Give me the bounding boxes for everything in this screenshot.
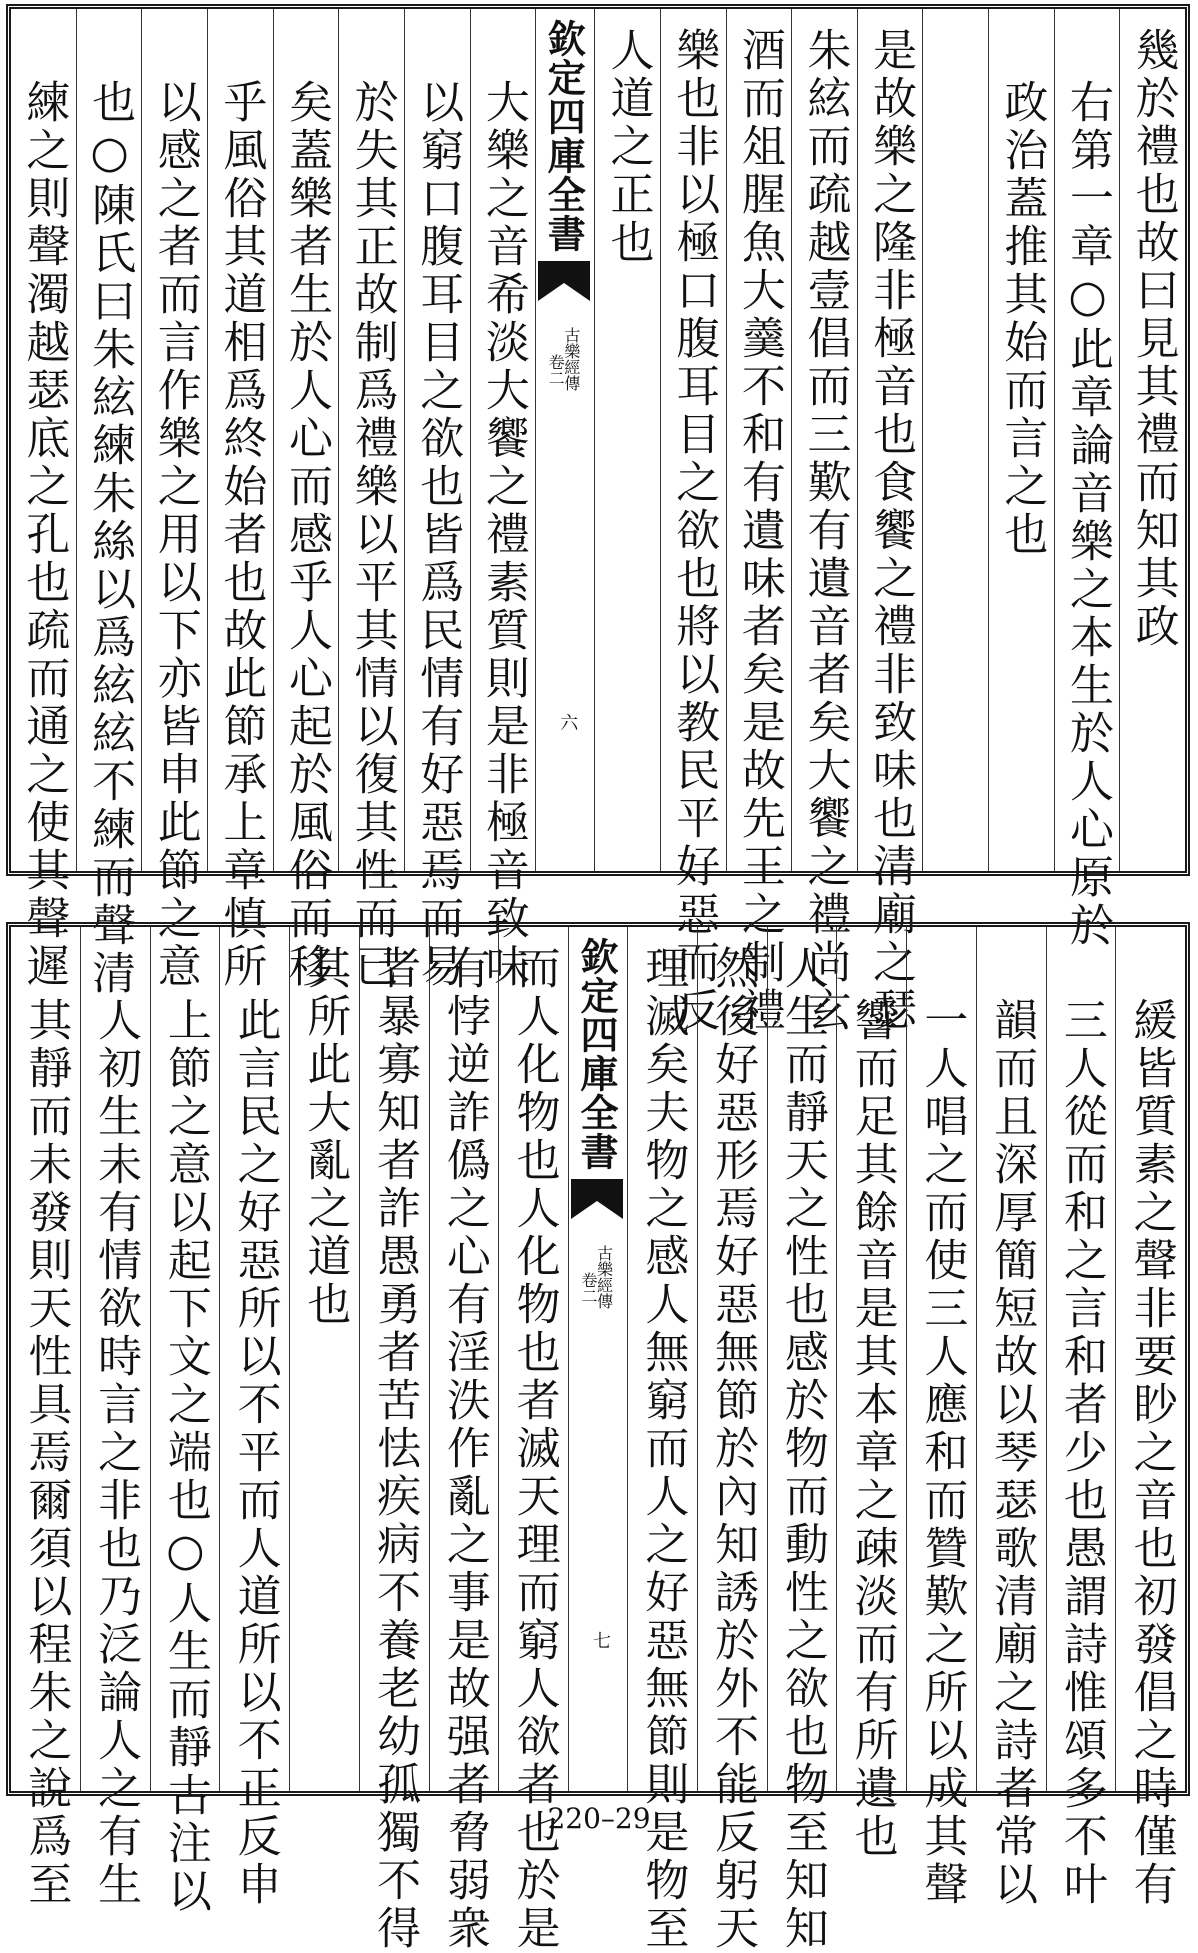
text-column (11, 927, 80, 1909)
column-text: 有悖逆詐僞之心有淫泆作亂之事是故强者脅弱衆 (438, 945, 490, 1953)
center-strip (568, 927, 627, 1791)
column-text: 朱絃而疏越壹倡而三歎有遺音者矣大饗之禮尚玄 (799, 27, 851, 1035)
column-text: 然後好惡形焉好惡無節於內知誘於外不能反躬天 (707, 945, 759, 1953)
column-text: 右第一章○此章論音樂之本生於人心原於 (1062, 79, 1114, 950)
volume-label: 卷二 (546, 354, 566, 386)
column-text: 大樂之音希淡大饗之禮素質則是非極音致味 (477, 79, 529, 991)
text-column (627, 927, 697, 1953)
column-text: 政治蓋推其始而言之也 (996, 79, 1048, 559)
text-column (726, 9, 792, 1035)
page-top (6, 4, 1190, 1035)
text-column (767, 927, 837, 1953)
column-text: 是故樂之隆非極音也食饗之禮非致味也清廟之瑟 (865, 27, 917, 1035)
text-column (141, 9, 207, 991)
column-text: 也○陳氏曰朱絃練朱絲以爲絃絃不練而聲清 (84, 79, 136, 998)
text-column (150, 927, 220, 1916)
center-strip (535, 9, 594, 871)
text-column (219, 927, 289, 1909)
text-column (273, 9, 339, 991)
text-column (1119, 9, 1185, 871)
volume-page-number: 220–29 (547, 1802, 651, 1835)
column-text: 其所此大亂之道也 (299, 945, 351, 1329)
column-text: 練之則聲濁越瑟底之孔也疏而通之使其聲遲 (18, 79, 70, 991)
text-column (338, 9, 404, 991)
text-column (359, 927, 429, 1953)
column-text: 三人從而和之言和者少也愚謂詩惟頌多不叶 (1055, 997, 1107, 1909)
text-column (857, 9, 923, 1035)
text-column (791, 9, 857, 1035)
column-text: 者暴寡知者詐愚勇者苦怯疾病不養老幼孤獨不得 (369, 945, 421, 1953)
text-column (429, 927, 499, 1953)
text-column (498, 927, 568, 1953)
column-text: 樂也非以極口腹耳目之欲也將以教民平好惡而反 (668, 27, 720, 1035)
column-text: 緩皆質素之聲非要眇之音也初發倡之時僅有 (1125, 997, 1177, 1909)
column-text: 幾於禮也故曰見其禮而知其政 (1127, 27, 1179, 651)
text-column (922, 9, 988, 871)
text-column (11, 9, 76, 991)
text-column (1046, 927, 1116, 1909)
text-column (404, 9, 470, 991)
column-text: 酒而俎腥魚大羹不和有遺味者矣是故先王之制禮 (733, 27, 785, 1035)
column-text: 乎風俗其道相爲終始者也故此節承上章慎所 (215, 79, 267, 991)
column-text: 上節之意以起下文之端也○人生而靜古注以 (159, 997, 211, 1916)
text-column (80, 927, 150, 1909)
column-text: 以窮口腹耳目之欲也皆爲民情有好惡焉而易 (412, 79, 464, 991)
column-text: 理滅矣夫物之感人無窮而人之好惡無節則是物至 (637, 945, 689, 1953)
text-column (1054, 9, 1120, 950)
text-column (470, 9, 536, 991)
text-column (594, 9, 660, 871)
text-column (1115, 927, 1185, 1909)
text-column (289, 927, 359, 1791)
columns-top (11, 9, 1185, 1035)
text-column (697, 927, 767, 1953)
column-text: 人道之正也 (602, 27, 654, 267)
column-text: 人初生未有情欲時言之非也乃泛論人之有生 (90, 997, 142, 1909)
column-text: 韻而且深厚簡短故以琴瑟歌清廟之詩者常以 (986, 997, 1038, 1909)
column-text: 於失其正故制爲禮樂以平其情以復其性而已 (346, 79, 398, 991)
column-text: 一人唱之而使三人應和而贊歎之所以成其聲 (916, 997, 968, 1909)
text-column (207, 9, 273, 991)
column-text: 以感之者而言作樂之用以下亦皆申此節之意 (149, 79, 201, 991)
text-column (76, 9, 142, 998)
column-text: 而人化物也人化物也者滅天理而窮人欲者也於是 (508, 945, 560, 1953)
text-column (988, 9, 1054, 871)
page-number: 六 (557, 713, 579, 731)
fish-tail-mark-icon (571, 1179, 623, 1221)
book-title: 欽定四庫全書 (541, 19, 587, 253)
text-column (976, 927, 1046, 1909)
book-name: 古樂經傳 (561, 327, 581, 391)
column-text: 響而足其餘音是其本章之疎淡而有所遺也 (846, 997, 898, 1861)
volume-label: 卷二 (579, 1272, 598, 1304)
book-title: 欽定四庫全書 (574, 937, 619, 1171)
text-column (906, 927, 976, 1909)
column-text: 人生而靜天之性也感於物而動性之欲也物至知知 (776, 945, 828, 1953)
column-text: 其靜而未發則天性具焉爾須以程朱之說爲至 (20, 997, 72, 1909)
fish-tail-mark-icon (538, 261, 590, 303)
column-text: 此言民之好惡所以不平而人道所以不正反申 (229, 997, 281, 1909)
page-number: 七 (590, 1631, 611, 1649)
text-column (660, 9, 726, 1035)
text-column (836, 927, 906, 1861)
book-name: 古樂經傳 (594, 1245, 614, 1309)
column-text: 矣蓋樂者生於人心而感乎人心起於風俗而移 (280, 79, 332, 991)
